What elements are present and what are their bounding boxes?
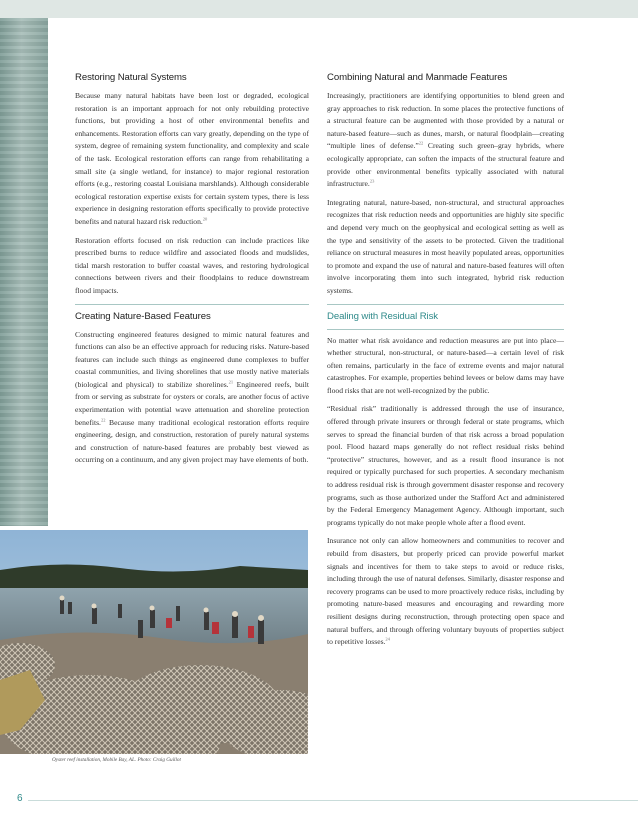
left-decorative-band	[0, 18, 48, 526]
heading-restoring-natural-systems: Restoring Natural Systems	[75, 72, 187, 83]
text-run: Constructing engineered features designed to mimic natural features and functions can also be an effective approach for reducing risks. Nature-based features can include such things as engineered dune complexes to buffer coastal communities, and living shorelines that use mostly native materials (biological and physical) to stabilize shorelines.	[75, 329, 309, 389]
paragraph	[75, 329, 309, 468]
footnote-ref: 20	[202, 216, 208, 222]
heading-combining-features: Combining Natural and Manmade Features	[327, 72, 508, 83]
text-run: Because many natural habitats have been lost or degraded, ecological restoration is an important approach for not only rebuilding protective functions, but providing a host of other environmental benefits and enhancements. Restoration efforts can vary greatly, depending on the type of system, degree of remaining system functionality, and complexity and scale of the task. Ecological restoration efforts can range from rehabilitating a small site (a single wetland, for instance) to major regional restoration efforts (e.g., restoring coastal Louisiana marshlands). Although considerable ecological restoration expertise exists for certain system types, there is less experience in designing restoration efforts specifically to provide protective benefits and natural hazard risk reduction.	[75, 91, 309, 226]
left-column	[75, 66, 309, 473]
right-column	[327, 66, 564, 655]
text-run: Creating such green–gray hybrids, where ecologically appropriate, can soften the impacts of the structural feature and provide other environmental benefits typically associated with natural infrastructure.	[327, 141, 564, 189]
paragraph	[75, 90, 309, 229]
paragraph: No matter what risk avoidance and reduction measures are put into place—whether structural, non-structural, or nature-based—a certain level of risk often remains, particularly in the face of extreme events and major natural catastrophes. For example, properties behind levees or below dams may have flood risks that are not well-recognized by the public.	[327, 335, 564, 395]
paragraph: Integrating natural, nature-based, non-structural, and structural approaches recognizes that risk reduction needs and opportunities are highly site specific and depend very much on the geophysical and ecological setting as well as the type and sensitivity of the assets to be protected. Given the traditional reliance on structural measures in most heavily populated areas, opportunities to promote and expand the use of natural and nature-based features will often involve incorporating them into such integrated, hybrid risk reduction systems.	[327, 197, 564, 295]
footnote-ref: 23	[369, 178, 375, 184]
page-number: 6	[17, 793, 23, 804]
text-run: Engineered reefs, built from or serving as substrate for oysters or corals, are another focus of active experimentation with potential wave attenuation and shoreline protection benefits.	[75, 379, 309, 427]
footnote-ref: 22	[100, 417, 106, 423]
section-divider	[327, 304, 564, 305]
figure-caption: Oyster reef installation, Mobile Bay, AL. Photo: Craig Guillot	[52, 757, 181, 763]
text-run: Insurance not only can allow homeowners and communities to recover and rebuild from disasters, but properly priced can provide powerful market signals and incentives for them to take steps to avoid or reduce risks, including through the use of natural defenses. Similarly, disaster response and recovery programs can be used to more proactively reduce risks, including by promoting nature-based measures and encouraging and rewarding more resilient designs during reconstruction, through protecting open space and natural buffers, and through offering voluntary buyouts of properties subject to repetitive losses.	[327, 536, 564, 647]
footnote-ref: 21	[228, 379, 234, 385]
section-divider	[327, 329, 564, 330]
oyster-reef-photo	[0, 530, 308, 754]
heading-dealing-with-residual-risk: Dealing with Residual Risk	[327, 310, 438, 322]
text-run: Because many traditional ecological restoration efforts require engineering, design, and construction, restoration of purely natural systems and construction of nature-based features are probably best viewed as occurring on a continuum, and any given project may have elements of both.	[75, 417, 309, 465]
footnote-ref: 22	[418, 140, 424, 146]
heading-creating-nature-based-features: Creating Nature-Based Features	[75, 310, 211, 322]
paragraph: Restoration efforts focused on risk reduction can include practices like prescribed burns to reduce wildfire and associated floods and mudslides, tidal marsh restoration to buffer coastal waves, and restoring hydrological connections between rivers and their floodplains to reduce downstream flood impacts.	[75, 235, 309, 295]
top-decorative-bar	[0, 0, 638, 18]
paragraph	[327, 535, 564, 648]
text-run: Increasingly, practitioners are identifying opportunities to blend green and gray approaches to risk reduction. In some places the protective functions of a structural feature can be augmented with those provided by a natural or nature-based feature—such as dunes, marsh, or natural floodplain—creating “multiple lines of defense.”	[327, 91, 564, 151]
section-divider	[75, 304, 309, 305]
photo-illustration	[0, 530, 308, 754]
footer-divider	[28, 800, 638, 801]
paragraph: “Residual risk” traditionally is addressed through the use of insurance, offered through private insurers or through federal or state programs, which serves to spread the financial burden of that risk across a broad population pool. Flood hazard maps generally do not reflect residual risks behind “protective” structures, however, and as a result flood insurance is not required or typically purchased for such properties. A secondary mechanism to address residual risk is through government disaster response and recovery programs, such as those authorized under the Stafford Act and administered by the Federal Emergency Management Agency. Although important, such programs typically do not make people whole after a flood event.	[327, 404, 564, 527]
paragraph	[327, 90, 564, 191]
footnote-ref: 24	[385, 636, 390, 642]
